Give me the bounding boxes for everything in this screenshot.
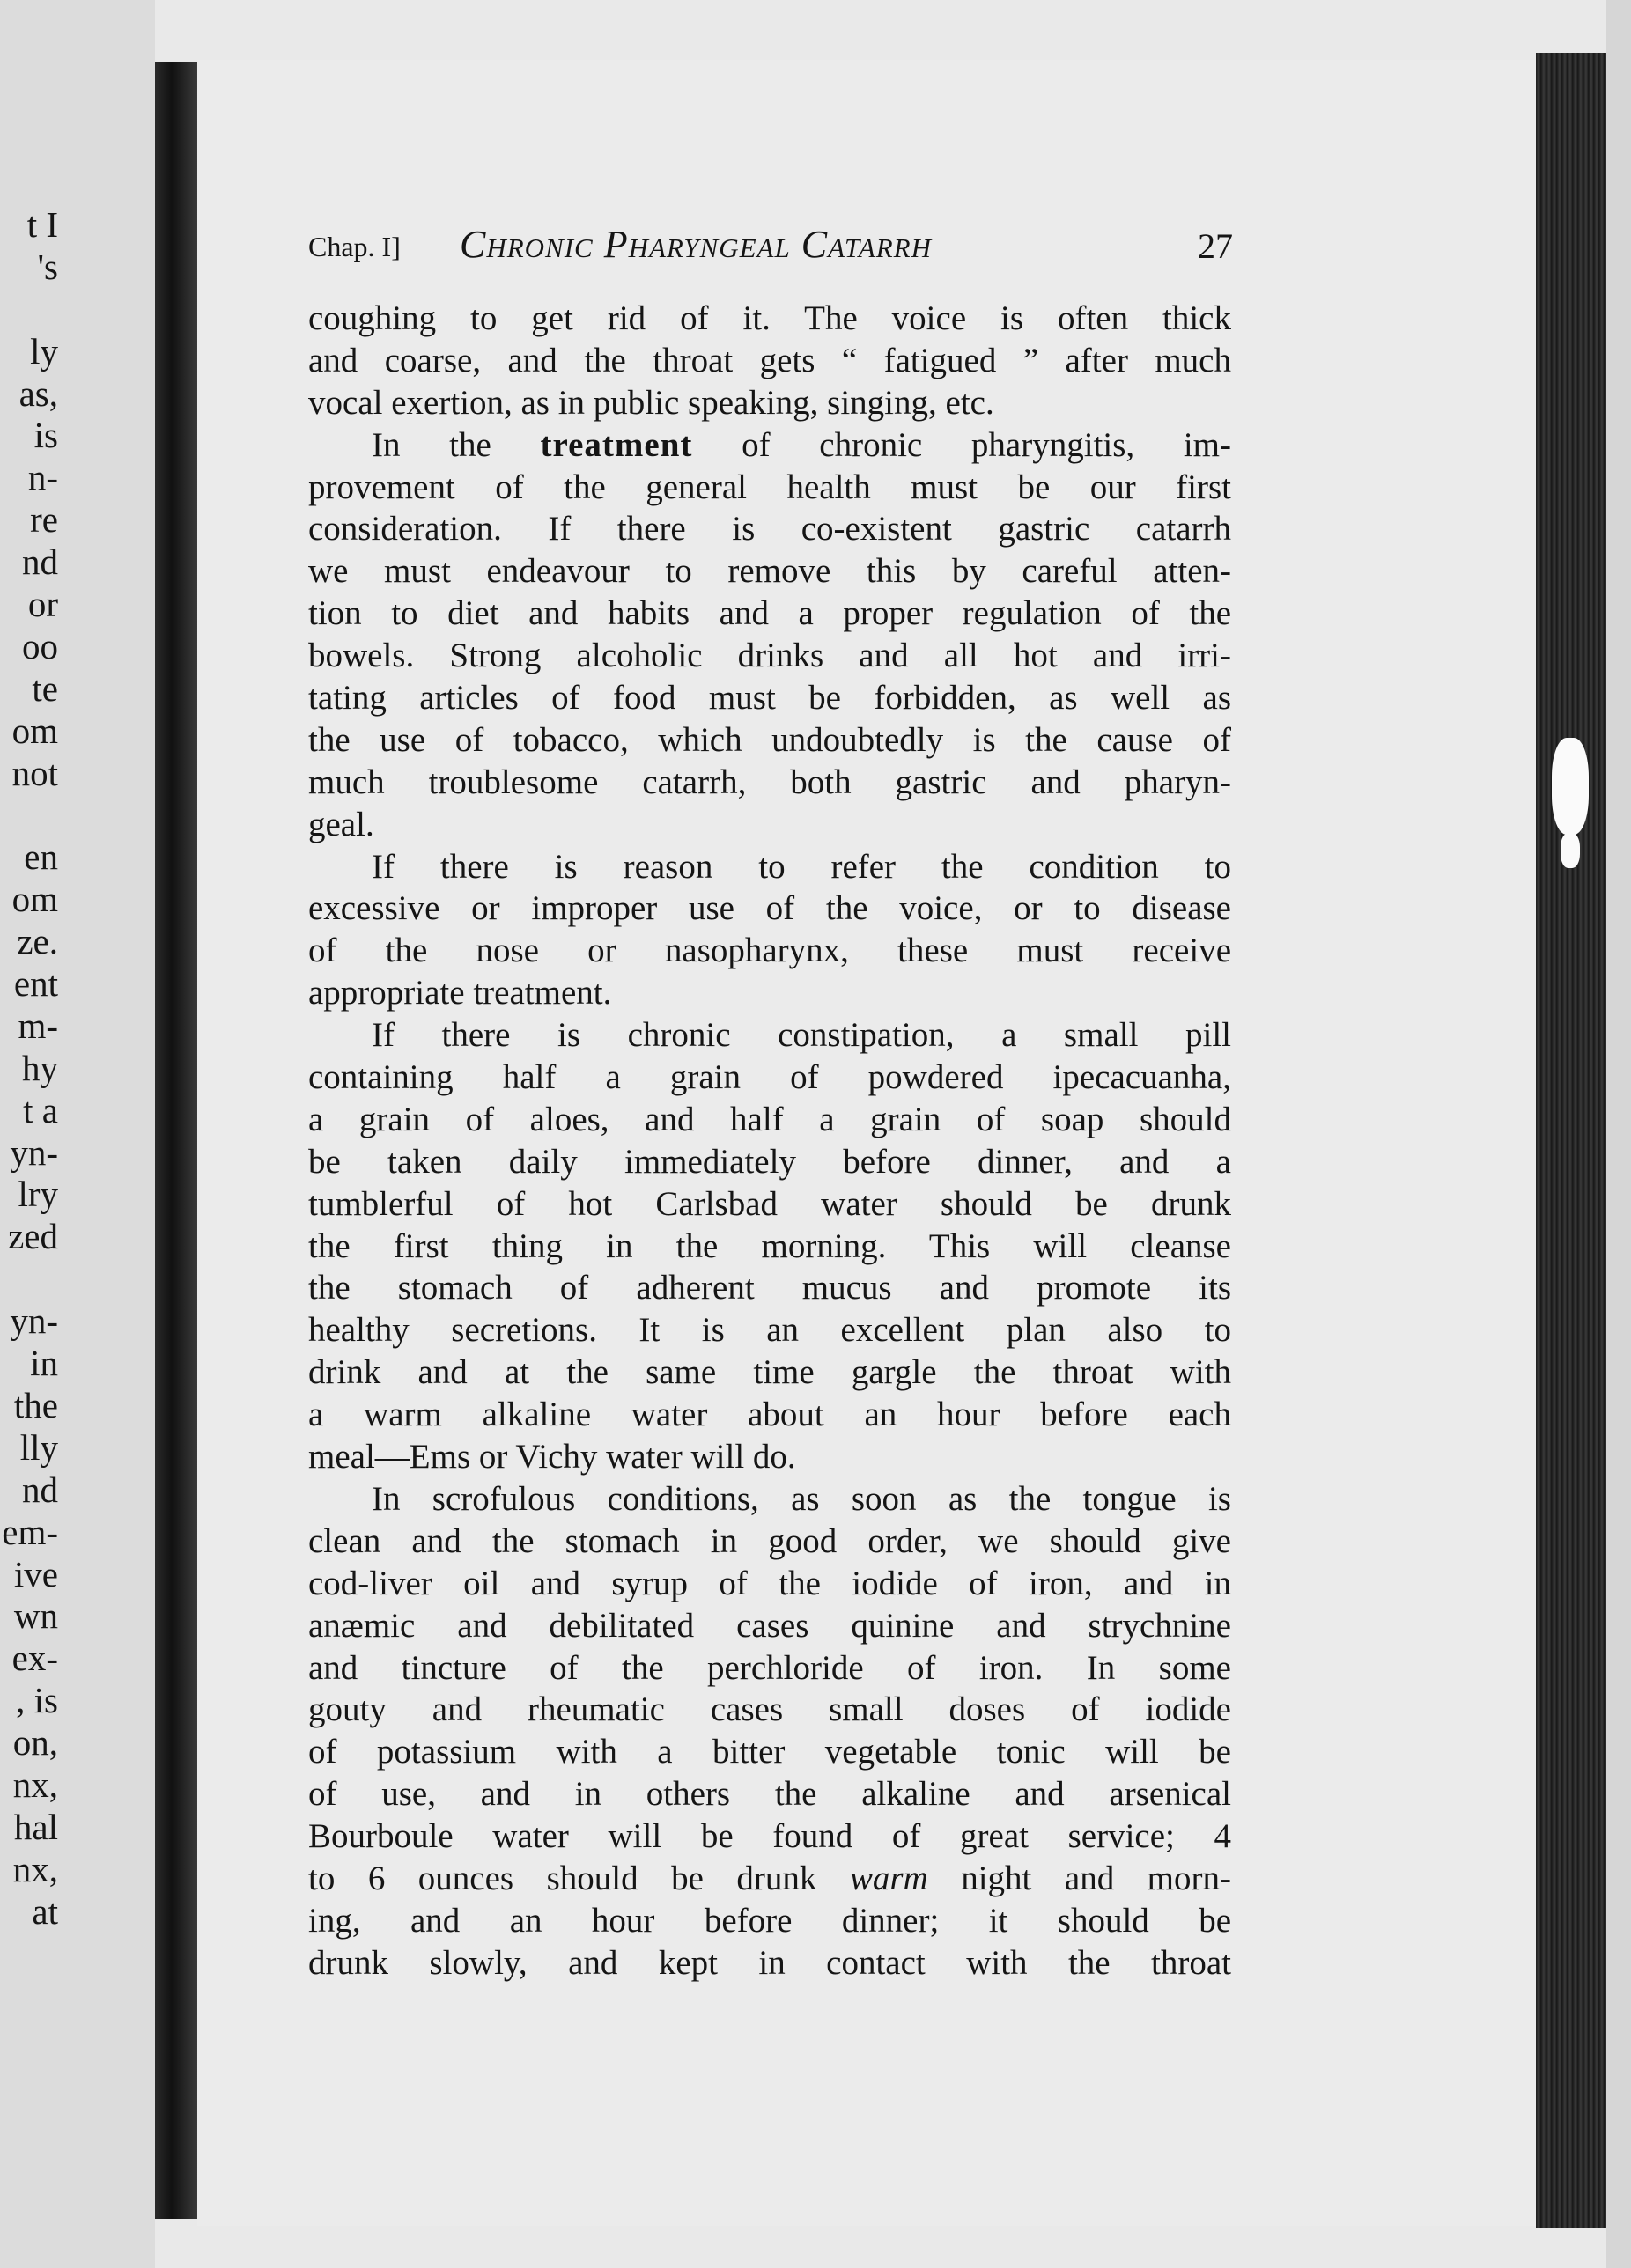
text-run: If there is chronic constipation, a small pill bbox=[372, 1016, 1231, 1055]
facing-page-fragment-line: oo bbox=[22, 625, 58, 666]
text-run: be taken daily immediately before dinner, and a bbox=[308, 1142, 1231, 1181]
text-line bbox=[308, 298, 1231, 340]
scan-margin bbox=[1606, 0, 1631, 2268]
text-run: geal. bbox=[308, 805, 374, 843]
text-line bbox=[308, 1605, 1231, 1647]
text-run: vocal exertion, as in public speaking, singing, etc. bbox=[308, 383, 994, 422]
facing-page-fragment-line: nd bbox=[22, 1469, 58, 1510]
text-run: of chronic pharyngitis, im- bbox=[692, 425, 1231, 464]
facing-page-fragment-line: ive bbox=[13, 1553, 58, 1594]
bold-term: treatment bbox=[540, 425, 693, 464]
text-line bbox=[308, 1226, 1231, 1268]
text-run: In the bbox=[372, 425, 541, 464]
facing-page-text-edge bbox=[0, 204, 58, 1933]
scan-blemish bbox=[1552, 738, 1589, 835]
text-run: the stomach of adherent mucus and promote its bbox=[308, 1269, 1231, 1307]
facing-page-fragment-line: in bbox=[30, 1343, 58, 1384]
text-line bbox=[308, 467, 1231, 509]
text-line bbox=[308, 1436, 1231, 1478]
text-line bbox=[308, 1900, 1231, 1942]
facing-page-fragment-line: hal bbox=[13, 1806, 58, 1847]
text-line bbox=[308, 1563, 1231, 1605]
text-run: meal—Ems or Vichy water will do. bbox=[308, 1438, 796, 1476]
text-run: coughing to get rid of it. The voice is often thick bbox=[308, 299, 1231, 337]
text-line bbox=[308, 1141, 1231, 1183]
text-line bbox=[308, 1309, 1231, 1351]
text-line bbox=[308, 550, 1231, 593]
text-run: and coarse, and the throat gets “ fatigued ” after much bbox=[308, 341, 1231, 379]
facing-page-fragment-line: m- bbox=[18, 1005, 58, 1046]
text-line bbox=[308, 593, 1231, 635]
text-line bbox=[308, 1942, 1231, 1984]
facing-page-fragment-line bbox=[0, 1258, 58, 1300]
facing-page-fragment-line: on, bbox=[12, 1722, 58, 1764]
body-text bbox=[308, 298, 1231, 1984]
text-run: tating articles of food must be forbidden, as well as bbox=[308, 679, 1231, 718]
facing-page-fragment-line: nd bbox=[22, 541, 58, 583]
text-run: night and morn- bbox=[927, 1859, 1231, 1897]
facing-page-fragment-line: zed bbox=[8, 1216, 58, 1257]
facing-page-fragment-line: n- bbox=[27, 457, 58, 498]
text-line bbox=[308, 804, 1231, 846]
facing-page-fragment-line: as, bbox=[18, 372, 58, 414]
text-line bbox=[308, 1351, 1231, 1394]
text-run: consideration. If there is co-existent gastric catarrh bbox=[308, 510, 1231, 549]
text-run: In scrofulous conditions, as soon as the tongue is bbox=[372, 1479, 1231, 1518]
text-line bbox=[308, 1647, 1231, 1690]
facing-page-fragment-line: , is bbox=[16, 1680, 58, 1721]
book-gutter bbox=[155, 62, 197, 2219]
text-line bbox=[308, 972, 1231, 1014]
italic-term: warm bbox=[849, 1859, 928, 1897]
facing-page-fragment-line: not bbox=[11, 752, 58, 793]
text-line bbox=[308, 508, 1231, 550]
text-run: gouty and rheumatic cases small doses of iodide bbox=[308, 1690, 1231, 1729]
facing-page-fragment-line: om bbox=[11, 879, 58, 920]
facing-page-fragment-line: om bbox=[11, 710, 58, 751]
text-line bbox=[308, 1099, 1231, 1141]
text-run: healthy secretions. It is an excellent plan also to bbox=[308, 1311, 1231, 1350]
text-line bbox=[308, 719, 1231, 762]
text-run: to 6 ounces should be drunk bbox=[308, 1859, 850, 1897]
text-line bbox=[308, 340, 1231, 382]
text-run: a grain of aloes, and half a grain of soap should bbox=[308, 1100, 1231, 1138]
text-run: of potassium with a bitter vegetable tonic will be bbox=[308, 1733, 1231, 1771]
text-line bbox=[308, 762, 1231, 804]
text-line bbox=[308, 1057, 1231, 1099]
facing-page-fragment-line: re bbox=[30, 499, 58, 541]
facing-page-fragment-line: ex- bbox=[11, 1638, 58, 1679]
text-run: the use of tobacco, which undoubtedly is the cause of bbox=[308, 720, 1231, 759]
text-run: and tincture of the perchloride of iron. In some bbox=[308, 1648, 1231, 1687]
running-title: Chronic Pharyngeal Catarrh bbox=[460, 223, 932, 266]
text-run: a warm alkaline water about an hour before each bbox=[308, 1395, 1231, 1434]
facing-page-fragment bbox=[0, 0, 155, 2268]
facing-page-fragment-line: nx, bbox=[12, 1848, 58, 1889]
text-line bbox=[308, 887, 1231, 930]
facing-page-fragment-line: the bbox=[13, 1384, 58, 1425]
facing-page-fragment-line: hy bbox=[22, 1047, 58, 1088]
text-run: excessive or improper use of the voice, or to disease bbox=[308, 889, 1231, 928]
text-line bbox=[308, 1689, 1231, 1731]
facing-page-fragment-line bbox=[0, 794, 58, 836]
facing-page-fragment-line: t a bbox=[23, 1089, 58, 1130]
text-line bbox=[308, 1267, 1231, 1309]
text-line bbox=[308, 382, 1231, 424]
text-line bbox=[308, 1014, 1231, 1057]
facing-page-fragment-line: yn- bbox=[10, 1131, 58, 1173]
text-run: anæmic and debilitated cases quinine and strychnine bbox=[308, 1606, 1231, 1645]
text-line bbox=[308, 846, 1231, 888]
text-run: bowels. Strong alcoholic drinks and all hot and irri- bbox=[308, 637, 1231, 675]
text-run: we must endeavour to remove this by careful atten- bbox=[308, 552, 1231, 591]
text-line bbox=[308, 1815, 1231, 1858]
text-run: the first thing in the morning. This will cleanse bbox=[308, 1226, 1231, 1265]
facing-page-fragment-line: or bbox=[27, 584, 58, 625]
text-line bbox=[308, 1858, 1231, 1900]
page-number: 27 bbox=[1198, 226, 1233, 266]
facing-page-fragment-line: lry bbox=[18, 1174, 58, 1215]
facing-page-fragment-line bbox=[0, 289, 58, 331]
facing-page-fragment-line: en bbox=[24, 836, 58, 878]
text-line bbox=[308, 930, 1231, 972]
text-run: clean and the stomach in good order, we should give bbox=[308, 1521, 1231, 1560]
text-run: If there is reason to refer the condition to bbox=[372, 847, 1231, 886]
text-line bbox=[308, 1183, 1231, 1226]
facing-page-fragment-line: at bbox=[32, 1890, 58, 1932]
text-run: tumblerful of hot Carlsbad water should be drunk bbox=[308, 1184, 1231, 1223]
text-run: of use, and in others the alkaline and arsenical bbox=[308, 1775, 1231, 1814]
text-run: much troublesome catarrh, both gastric and pharyn- bbox=[308, 762, 1231, 801]
facing-page-fragment-line: ze. bbox=[17, 921, 58, 962]
facing-page-fragment-line: em- bbox=[2, 1511, 58, 1552]
text-line bbox=[308, 1773, 1231, 1815]
text-run: drink and at the same time gargle the throat with bbox=[308, 1353, 1231, 1392]
text-line bbox=[308, 635, 1231, 677]
text-run: cod-liver oil and syrup of the iodide of iron, and in bbox=[308, 1564, 1231, 1602]
text-line bbox=[308, 677, 1231, 719]
text-line bbox=[308, 1521, 1231, 1563]
text-line bbox=[308, 1394, 1231, 1436]
text-line bbox=[308, 1478, 1231, 1521]
chapter-label: Chap. I] bbox=[308, 231, 401, 262]
facing-page-fragment-line: lly bbox=[19, 1426, 58, 1468]
text-run: tion to diet and habits and a proper regulation of the bbox=[308, 594, 1231, 633]
facing-page-fragment-line: 's bbox=[37, 246, 58, 287]
text-run: containing half a grain of powdered ipecacuanha, bbox=[308, 1058, 1231, 1097]
facing-page-fragment-line: ly bbox=[30, 330, 58, 372]
text-line bbox=[308, 1731, 1231, 1773]
facing-page-fragment-line: nx, bbox=[12, 1764, 58, 1805]
facing-page-fragment-line: is bbox=[33, 415, 58, 456]
facing-page-fragment-line: te bbox=[32, 667, 58, 709]
text-line bbox=[308, 424, 1231, 467]
facing-page-fragment-line: t I bbox=[26, 204, 58, 245]
text-run: appropriate treatment. bbox=[308, 974, 612, 1012]
text-run: provement of the general health must be our first bbox=[308, 468, 1231, 506]
running-head bbox=[308, 222, 1233, 275]
text-run: ing, and an hour before dinner; it should be bbox=[308, 1901, 1231, 1940]
page-edges bbox=[1536, 53, 1606, 2228]
text-run: Bourboule water will be found of great service; 4 bbox=[308, 1817, 1231, 1856]
text-run: drunk slowly, and kept in contact with the throat bbox=[308, 1943, 1231, 1982]
facing-page-fragment-line: yn- bbox=[10, 1300, 58, 1342]
scan-blemish bbox=[1561, 833, 1580, 868]
facing-page-fragment-line: wn bbox=[13, 1595, 58, 1637]
facing-page-fragment-line: ent bbox=[13, 963, 58, 1005]
text-run: of the nose or nasopharynx, these must receive bbox=[308, 932, 1231, 970]
